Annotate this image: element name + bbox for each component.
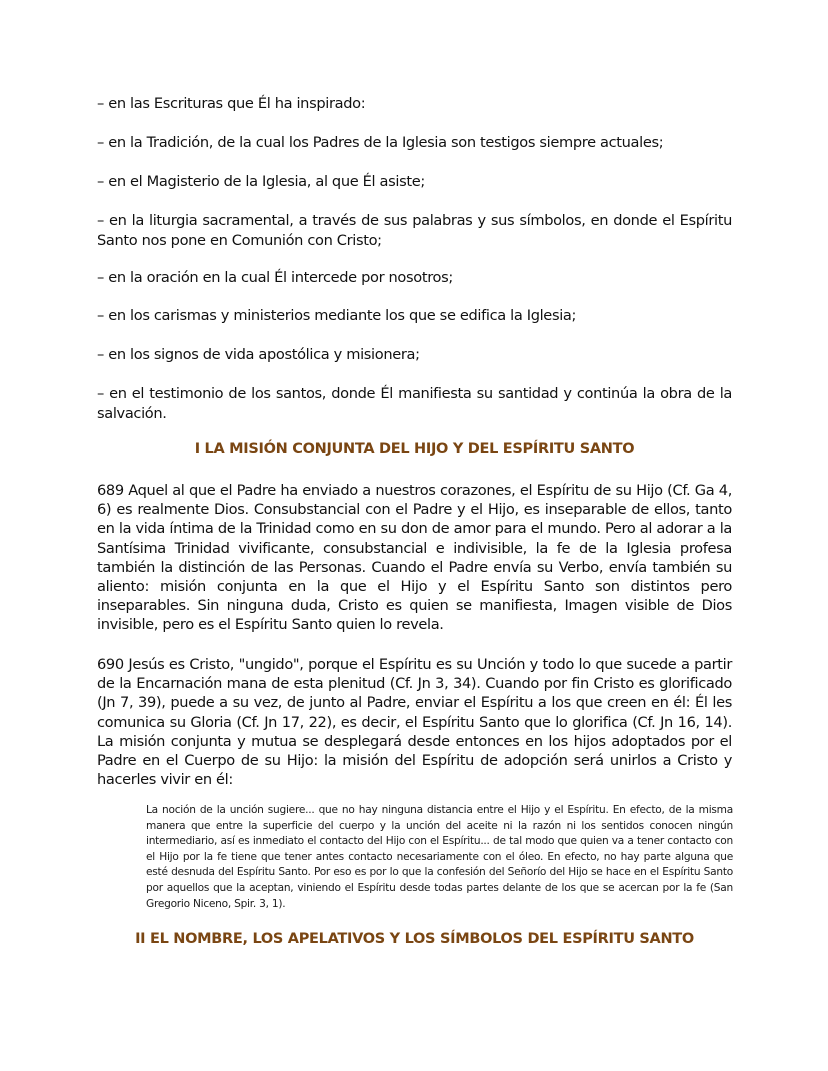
- paragraph-689: 689 Aquel al que el Padre ha enviado a nuestros corazones, el Espíritu de su Hijo (Cf. Ga 4, 6) es realmente Dios. Consubstancial con el Padre y el Hijo, es inseparable de ellos, tanto en la vida íntima de la Trinidad como en su don de amor para el mundo. Pero al adorar a la Santísima Trinidad vivificante, consubstancial e indivisible, la fe de la Iglesia profesa también la distinción de las Personas. Cuando el Padre envía su Verbo, envía también su aliento: misión conjunta en la que el Hijo y el Espíritu Santo son distintos pero inseparables. Sin ninguna duda, Cristo es quien se manifiesta, Imagen visible de Dios invisible, pero es el Espíritu Santo quien lo revela.: [97, 482, 732, 634]
- list-item-signs: – en los signos de vida apostólica y misionera;: [97, 346, 420, 363]
- section-heading-2: II EL NOMBRE, LOS APELATIVOS Y LOS SÍMBOLOS DEL ESPÍRITU SANTO: [135, 931, 694, 947]
- list-item-liturgy: – en la liturgia sacramental, a través de sus palabras y sus símbolos, en donde el Espíritu Santo nos pone en Comunión con Cristo;: [97, 212, 732, 249]
- list-item-charisms: – en los carismas y ministerios mediante los que se edifica la Iglesia;: [97, 307, 577, 324]
- paragraph-690: 690 Jesús es Cristo, "ungido", porque el Espíritu es su Unción y todo lo que sucede a partir de la Encarnación mana de esta plenitud (Cf. Jn 3, 34). Cuando por fin Cristo es glorificado (Jn 7, 39), puede a su vez, de junto al Padre, enviar el Espíritu a los que creen en él: Él les comunica su Gloria (Cf. Jn 17, 22), es decir, el Espíritu Santo que lo glorifica (Cf. Jn 16, 14). La misión conjunta y mutua se desplegará desde entonces en los hijos adoptados por el Padre en el Cuerpo de su Hijo: la misión del Espíritu de adopción será unirlos a Cristo y hacerles vivir en él:: [97, 656, 732, 789]
- block-quote: La noción de la unción sugiere... que no hay ninguna distancia entre el Hijo y el Espíritu. En efecto, de la misma manera que entre la superficie del cuerpo y la unción del aceite ni la razón ni los sentidos conocen ningún intermediario, así es inmediato el contacto del Hijo con el Espíritu... de tal modo que quien va a tener contacto con el Hijo por la fe tiene que tener antes contacto necesariamente con el óleo. En efecto, no hay parte alguna que esté desnuda del Espíritu Santo. Por eso es por lo que la confesión del Señorío del Hijo se hace en el Espíritu Santo por aquellos que la aceptan, viniendo el Espíritu desde todas partes delante de los que se acercan por la fe (San Gregorio Niceno, Spir. 3, 1).: [146, 804, 733, 910]
- list-item-magisterium: – en el Magisterio de la Iglesia, al que Él asiste;: [97, 173, 425, 190]
- list-item-tradition: – en la Tradición, de la cual los Padres de la Iglesia son testigos siempre actuales;: [97, 134, 664, 151]
- list-item-saints: – en el testimonio de los santos, donde Él manifiesta su santidad y continúa la obra de la salvación.: [97, 385, 732, 422]
- section-heading-1: I LA MISIÓN CONJUNTA DEL HIJO Y DEL ESPÍRITU SANTO: [194, 441, 635, 457]
- list-item-scriptures: – en las Escrituras que Él ha inspirado:: [97, 95, 366, 112]
- list-item-prayer: – en la oración en la cual Él intercede por nosotros;: [97, 269, 453, 286]
